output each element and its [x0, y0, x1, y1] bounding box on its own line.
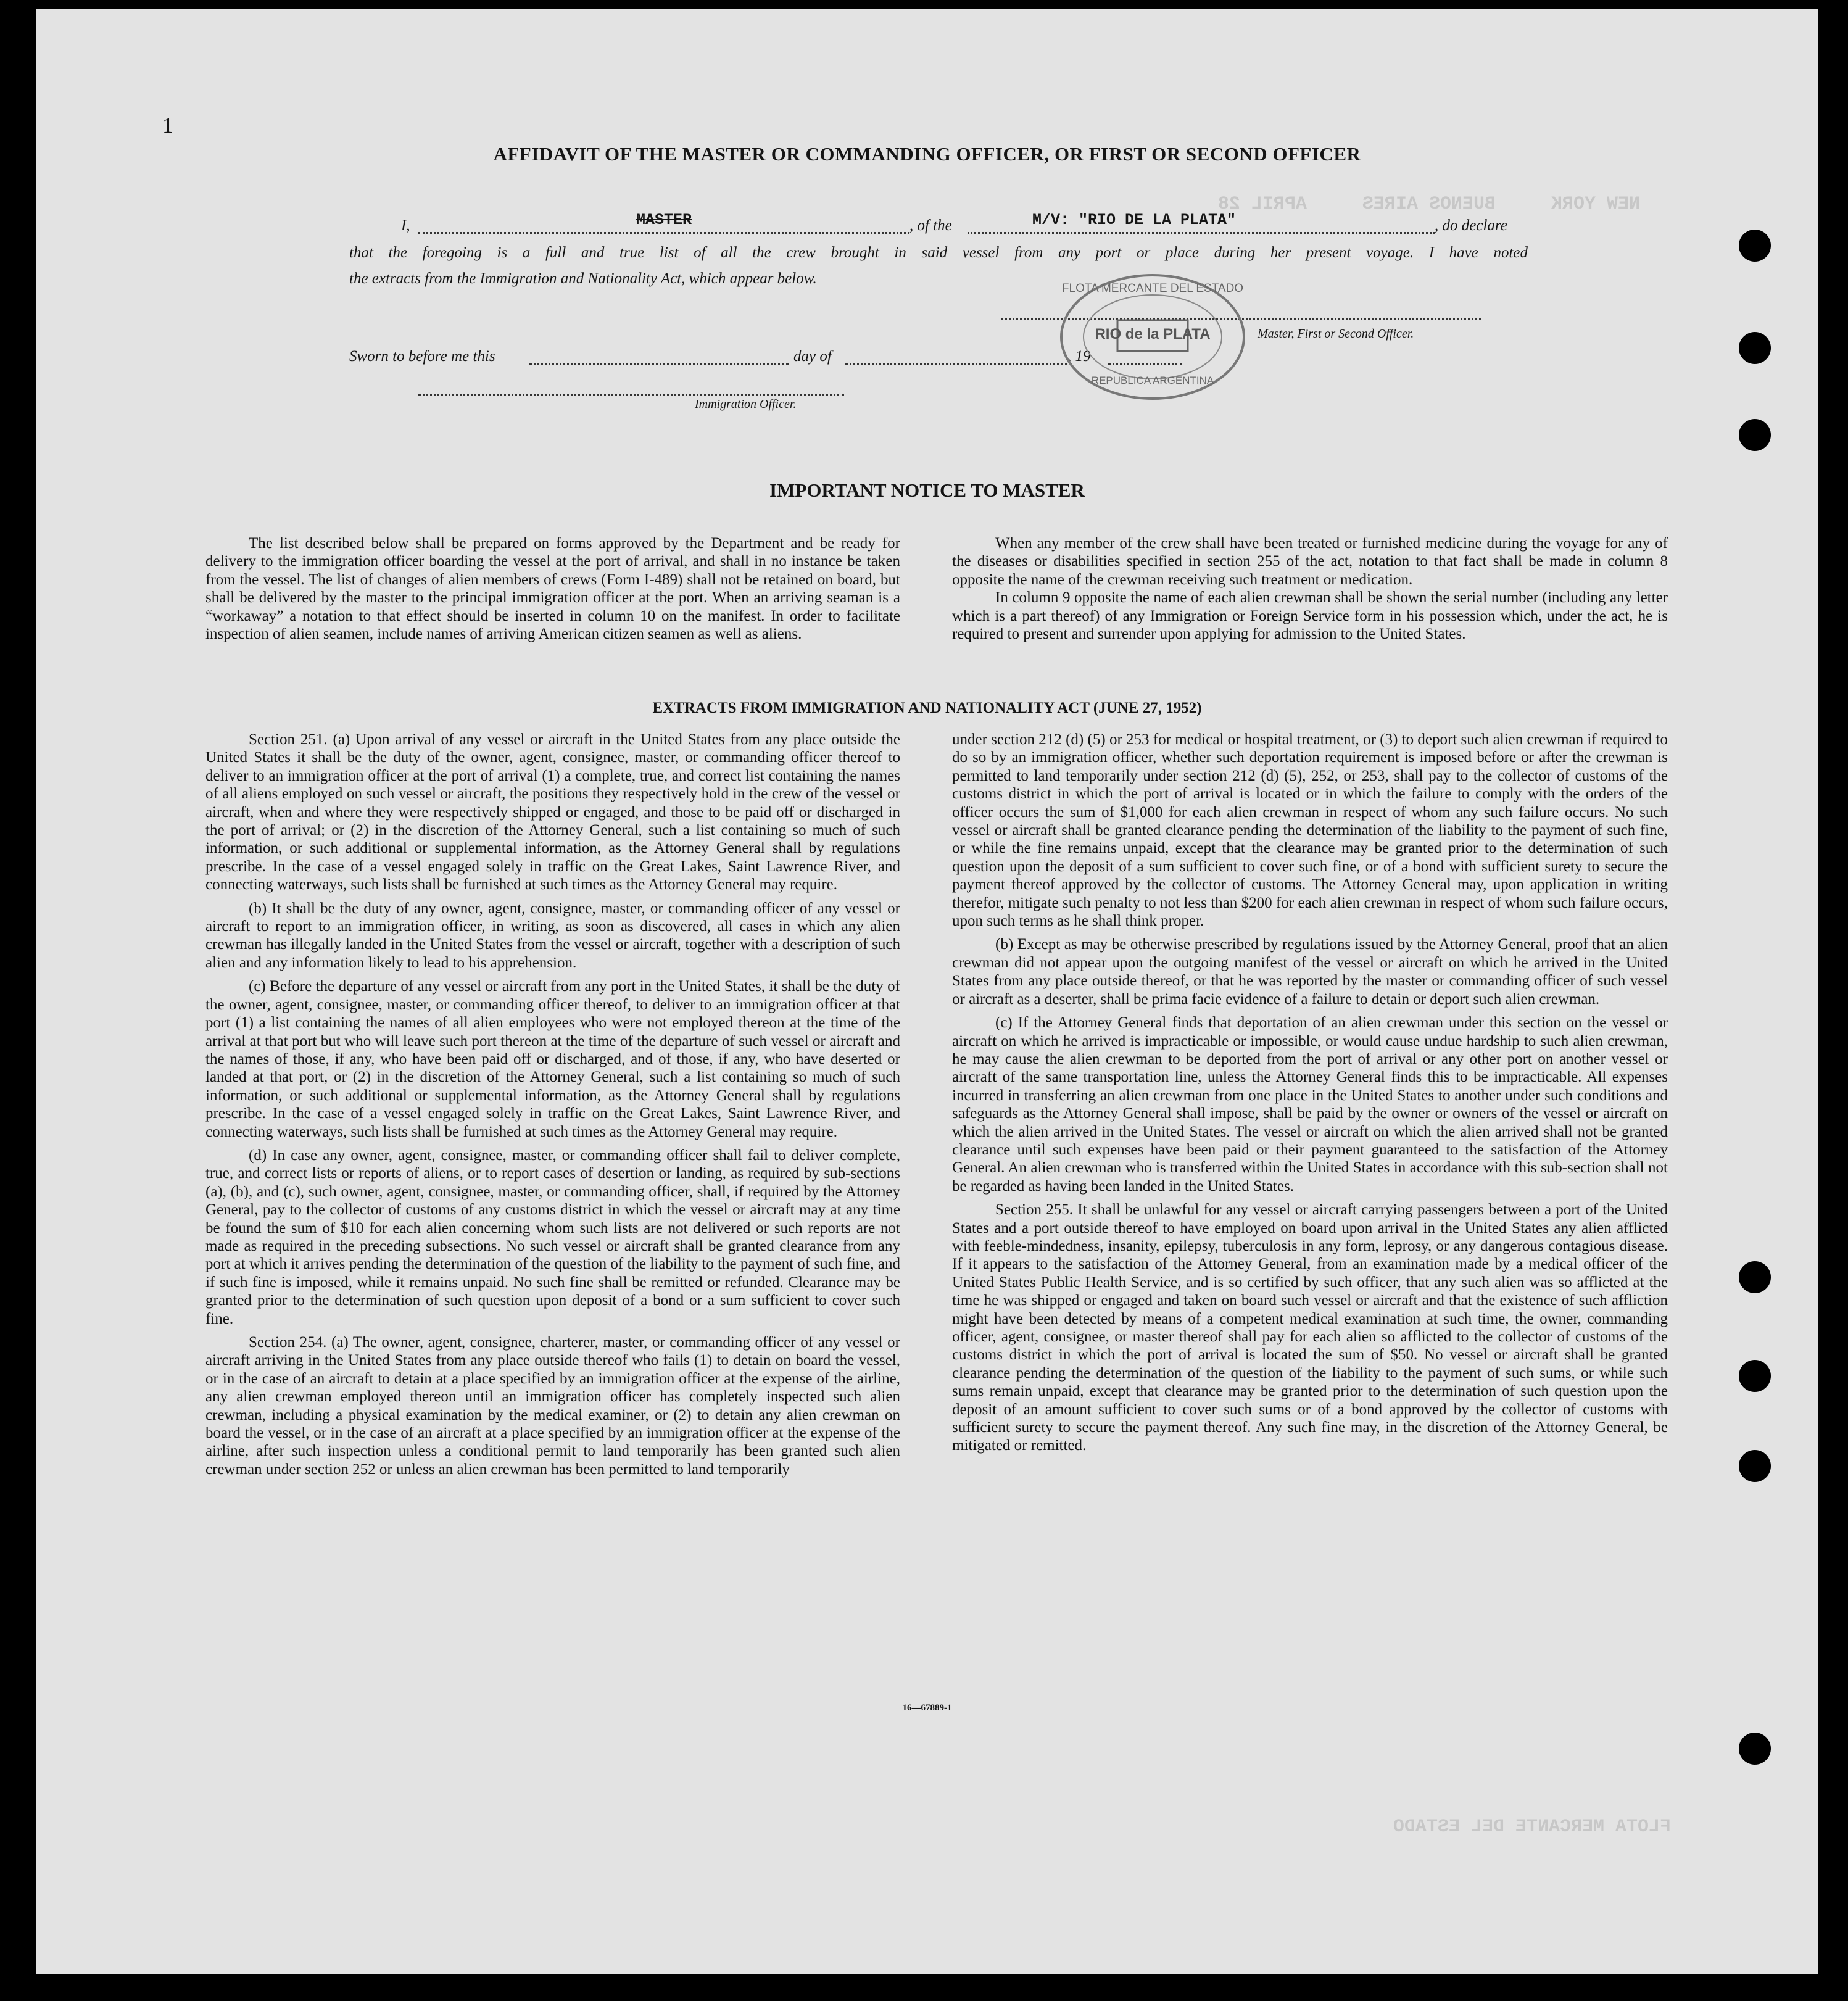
notice-heading: IMPORTANT NOTICE TO MASTER [769, 479, 1085, 501]
extracts-right-column [952, 731, 1668, 1455]
section-254a-continued: under section 212 (d) (5) or 253 for medical or hospital treatment, or (3) to deport such alien crewman if required to do so by an immigration officer, whether such deportation requirement is imposed before or after the crewman is permitted to land temporarily under section 212 (d) (5), 252, or 253, shall pay to the collector of customs of the customs district in which the port of arrival is located or in which the failure to comply with the orders of the officer occurs the sum of $1,000 for each alien crewman in respect of whom any such failure occurs. No such vessel or aircraft shall be granted clearance pending the determination of the liability to the payment of such fine, or while the fine remains unpaid, except that the clearance may be granted prior to the determination of such question upon the deposit of a sum sufficient to cover such fine, or of a bond with sufficient surety to secure the payment thereof approved by the collector of customs. The Attorney General may, upon application in writing therefor, mitigate such penalty to not less than $200 for each alien crewman in respect of whom such failure occurs, upon such terms as he shall think proper. [952, 731, 1668, 930]
form-number: 16—67889-1 [902, 1703, 952, 1713]
bleed-through-text: NEW YORK BUENOS AIRES APRIL 28 [1217, 194, 1640, 215]
document-page [36, 9, 1818, 1974]
notice-left-paragraph: The list described below shall be prepared on forms approved by the Department and be ready for delivery to the immigration officer boarding the vessel at the port of arrival, and shall in no instance be taken from the vessel. The list of changes of alien members of crews (Form I-489) shall not be retained on board, but shall be delivered by the master to the principal immigration officer at the port. When an arriving seaman is a “workaway” a notation to that effect should be inserted in column 10 on the manifest. In order to facilitate inspection of alien seamen, include names of arriving American citizen seamen as well as aliens. [205, 535, 900, 643]
notice-right-paragraph-1: When any member of the crew shall have been treated or furnished medicine during the voyage for any of the diseases or disabilities specified in section 255 of the act, notation to that fact shall be made in column 8 opposite the name of the crewman receiving such treatment or medication. [952, 535, 1668, 588]
punch-hole [1739, 1261, 1771, 1293]
notice-right-column [952, 534, 1668, 643]
bleed-through-footer: FLOTA MERCANTE DEL ESTADO [1393, 1817, 1671, 1837]
section-255: Section 255. It shall be unlawful for any vessel or aircraft carrying passengers between a port of the United States and a port outside thereof to have employed on board upon arrival in the United States any alien afflicted with feeble-mindedness, insanity, epilepsy, tuberculosis in any form, leprosy, or any dangerous contagious disease. If it appears to the satisfaction of the Attorney General, from an examination made by a medical officer of the United States Public Health Service, and is so certified by such officer, that any such alien was so afflicted at the time he was shipped or engaged and taken on board such vessel or aircraft and that the existence of such affliction might have been detected by means of a competent medical examination at such time, the owner, commanding officer, agent, consignee, or master thereof shall pay for each alien so afflicted to the collector of customs of the customs district in which the port of arrival is located the sum of $50. No vessel or aircraft shall be granted clearance pending the determination of the question of the liability to the payment of such sums, or while such sums remain unpaid, except that clearance may be granted prior to the determination of such question upon the deposit of an amount sufficient to cover such sums or of a bond approved by the collector of customs with sufficient surety to secure the payment thereof. Any such fine may, in the discretion of the Attorney General, be mitigated or remitted. [952, 1201, 1668, 1454]
section-251d: (d) In case any owner, agent, consignee, master, or commanding officer shall fail to deliver complete, true, and correct lists or reports of aliens, or to report cases of desertion or landing, as required by sub-sections (a), (b), and (c), such owner, agent, consignee, master, or commanding officer, shall, if required by the Attorney General, pay to the collector of customs of any customs district in which the vessel or aircraft may at any time be found the sum of $10 for each alien concerning whom such lists are not delivered or such reports are not made as required in the preceding subsections. No such vessel or aircraft shall be granted clearance from any port at which it arrives pending the determination of the question of the liability to the payment of such fine, and if such fine is imposed, while it remains unpaid. No such fine shall be remitted or refunded. Clearance may be granted prior to the determination of such question upon deposit of a bond or a sum sufficient to cover such fine. [205, 1146, 900, 1327]
notice-left-column [205, 534, 900, 643]
punch-hole [1739, 419, 1771, 451]
punch-hole [1739, 1450, 1771, 1482]
declarant-value: MASTER [636, 211, 692, 229]
declarant-field [418, 211, 909, 234]
sworn-month-field [845, 342, 1067, 365]
extracts-left-column [205, 731, 900, 1478]
punch-hole [1739, 1733, 1771, 1765]
year-label: , 19 [1067, 348, 1091, 365]
vessel-stamp [1057, 271, 1248, 404]
affidavit-statement-2: the extracts from the Immigration and Nationality Act, which appear below. [349, 270, 817, 287]
i-label: I, [401, 217, 410, 234]
officer-signature-line [418, 385, 844, 396]
section-254b: (b) Except as may be otherwise prescribed by regulations issued by the Attorney General, proof that an alien crewman did not appear upon the outgoing manifest of the vessel or aircraft on which he arrived in the United States from any place outside thereof, or that he was reported by the master or commanding officer of such vessel or aircraft as a deserter, shall be prima facie evidence of a failure to detain or deport such alien crewman. [952, 936, 1668, 1008]
section-251c: (c) Before the departure of any vessel or aircraft from any port in the United States, it shall be the duty of the owner, agent, consignee, master, or commanding officer thereof, to deliver to an immigration officer at that port (1) a list containing the names of all alien employees who were not employed thereon at the time of the arrival at that port but who will leave such port thereon at the time of the departure of such vessel or aircraft and the names of those, if any, who have been paid off or discharged, and of those, if any, who have deserted or landed at that port, or (2) in the discretion of the Attorney General, such a list containing so much of such information, or such additional or supplemental information, as the Attorney General shall by regulations prescribe. In the case of a vessel engaged solely in traffic on the Great Lakes, Saint Lawrence River, and connecting waterways, such lists shall be furnished at such times as the Attorney General may require. [205, 978, 900, 1140]
extracts-heading: EXTRACTS FROM IMMIGRATION AND NATIONALITY ACT (JUNE 27, 1952) [652, 700, 1202, 716]
margin-numeral: 1 [162, 113, 173, 138]
sworn-label: Sworn to before me this [349, 348, 495, 365]
section-251b: (b) It shall be the duty of any owner, agent, consignee, master, or commanding officer of any vessel or aircraft to report to an immigration officer, in writing, as soon as discovered, all cases in which any alien crewman has illegally landed in the United States from the vessel or aircraft, together with a description of such alien and any information likely to lead to his apprehension. [205, 900, 900, 971]
officer-signature-label: Immigration Officer. [695, 397, 797, 411]
section-251a: Section 251. (a) Upon arrival of any vessel or aircraft in the United States from any place outside the United States it shall be the duty of the owner, agent, consignee, master, or commanding officer thereof to deliver to an immigration officer at the port of arrival (1) a complete, true, and correct list containing the names of all aliens employed on such vessel or aircraft, the positions they respectively hold in the crew of the vessel or aircraft, when and where they were respectively shipped or engaged, and those to be paid off or discharged in the port of arrival; or (2) in the discretion of the Attorney General, such a list containing so much of such information, or such additional or supplemental information, as the Attorney General shall by regulations prescribe. In the case of a vessel engaged solely in traffic on the Great Lakes, Saint Lawrence River, and connecting waterways, such lists shall be furnished at such times as the Attorney General may require. [205, 731, 900, 893]
of-the-label: , of the [909, 217, 952, 234]
section-254c: (c) If the Attorney General finds that deportation of an alien crewman under this section on the vessel or aircraft on which he arrived is impracticable or impossible, or would cause undue hardship to such alien crewman, he may cause the alien crewman to be deported from the port of arrival or any other port on another vessel or aircraft of the same transportation line, unless the Attorney General finds this to be impracticable. All expenses incurred in transferring an alien crewman from one place in the United States to another under such conditions and safeguards as the Attorney General shall impose, shall be paid by the owner or owners of the vessel or aircraft on which the alien arrived in the United States. The vessel or aircraft on which the alien arrived shall not be granted clearance until such expenses have been paid or their payment guaranteed to the satisfaction of the Attorney General. An alien crewman who is transferred within the United States in accordance with this sub-section shall not be regarded as having been landed in the United States. [952, 1014, 1668, 1195]
affidavit-heading: AFFIDAVIT OF THE MASTER OR COMMANDING OFFICER, OR FIRST OR SECOND OFFICER [493, 143, 1361, 165]
vessel-value: M/V: "RIO DE LA PLATA" [1032, 211, 1237, 229]
section-254a: Section 254. (a) The owner, agent, consignee, charterer, master, or commanding officer of any vessel or aircraft arriving in the United States from any place outside thereof who fails (1) to detain on board the vessel, or in the case of an aircraft to detain at a place specified by an immigration officer at the expense of the airline, any alien crewman employed thereon until an immigration officer has completely inspected such alien crewman, including a physical examination by the medical examiner, or (2) to detain any alien crewman on board the vessel, or in the case of an aircraft at a place specified by an immigration officer at the expense of the airline, after such inspection unless a conditional permit to land temporarily has been granted such alien crewman under section 252 or unless an alien crewman has been permitted to land temporarily [205, 1334, 900, 1478]
punch-hole [1739, 1360, 1771, 1392]
punch-hole [1739, 230, 1771, 262]
sworn-day-field [529, 342, 789, 365]
do-declare-label: , do declare [1435, 217, 1507, 234]
notice-right-paragraph-2: In column 9 opposite the name of each alien crewman shall be shown the serial number (including any letter which is a part thereof) of any Immigration or Foreign Service form in his possession which, under the act, he is required to present and surrender upon applying for admission to the United States. [952, 589, 1668, 643]
affidavit-statement-1: that the foregoing is a full and true list of all the crew brought in said vessel from any port or place during her present voyage. I have noted [349, 244, 1528, 261]
stamp-top-text: FLOTA MERCANTE DEL ESTADO [1061, 282, 1244, 295]
stamp-center-text: RIO de la PLATA [1095, 326, 1211, 342]
vessel-field [968, 211, 1435, 234]
day-of-label: day of [793, 348, 832, 365]
punch-hole [1739, 332, 1771, 364]
master-signature-label: Master, First or Second Officer. [1258, 327, 1414, 341]
stamp-bottom-text: REPUBLICA ARGENTINA [1091, 375, 1214, 386]
